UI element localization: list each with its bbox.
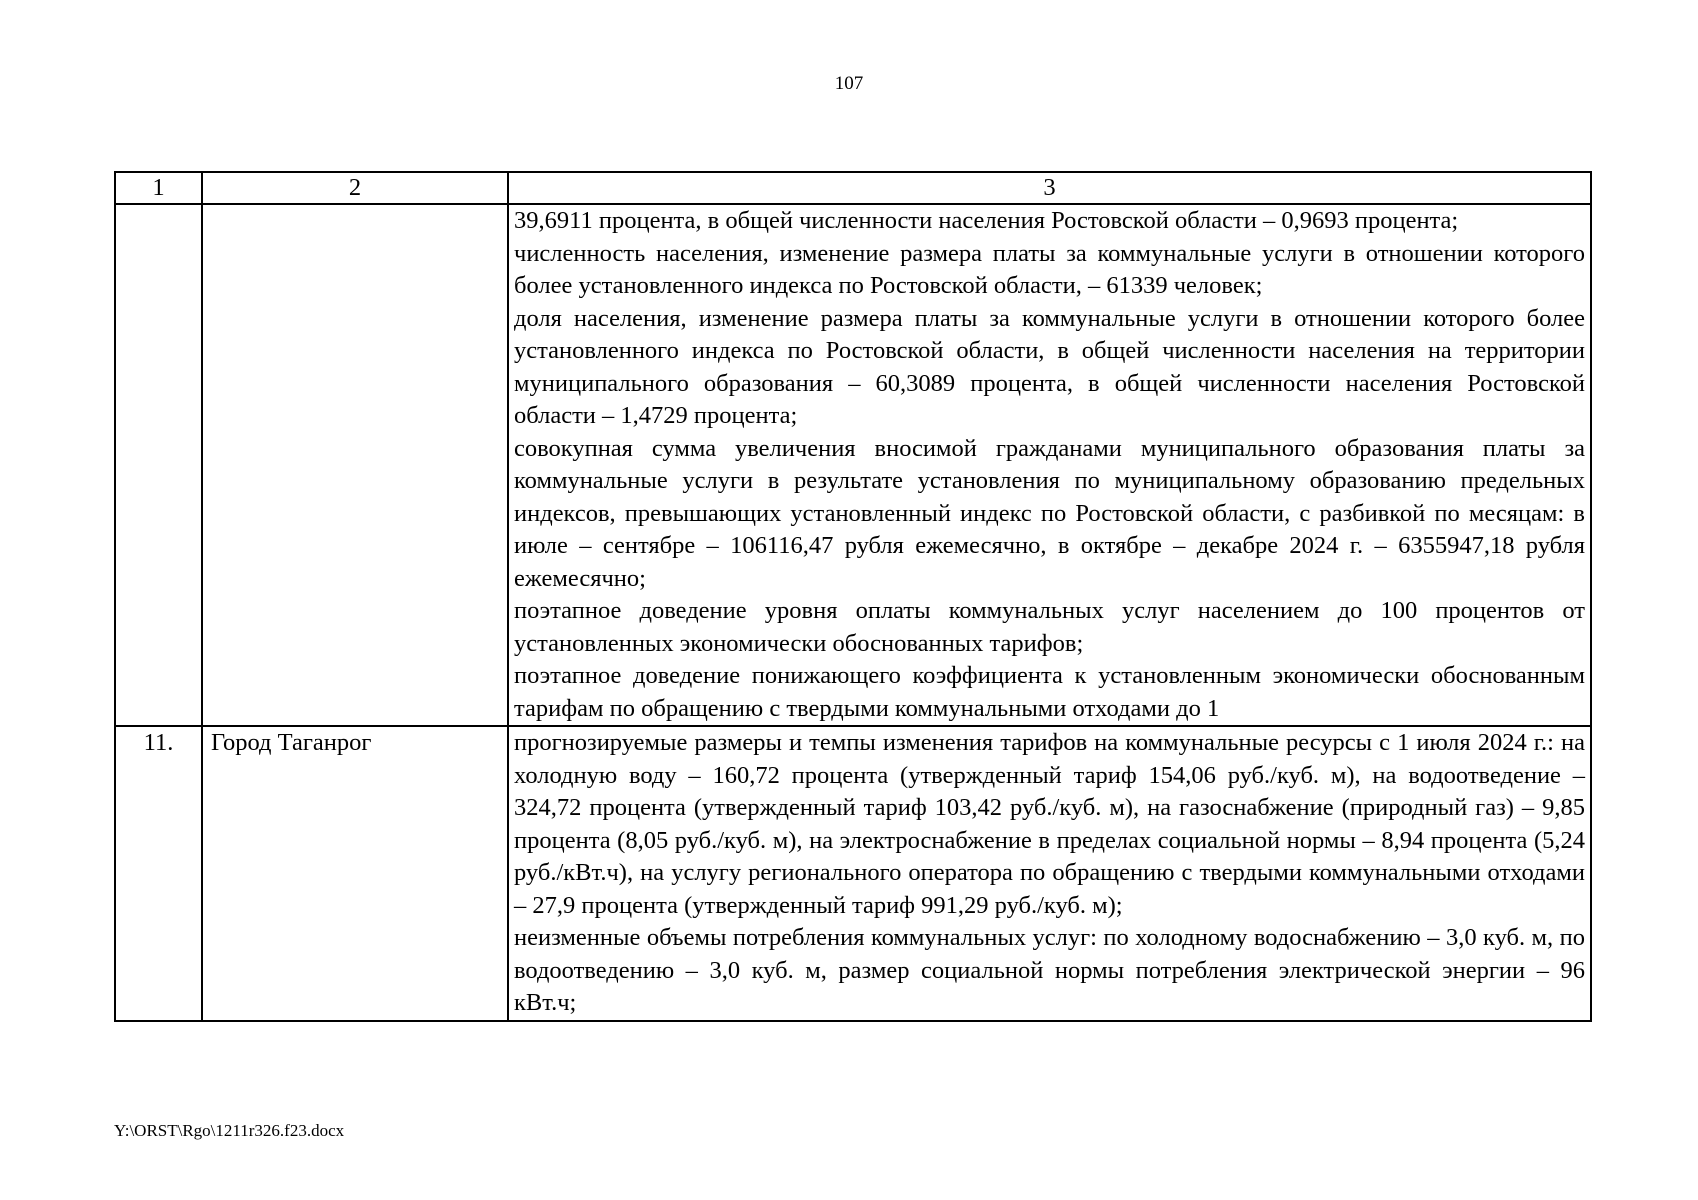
page-number: 107 xyxy=(834,73,864,94)
column-header-1: 1 xyxy=(115,172,202,204)
municipality-name: Город Таганрог xyxy=(202,726,508,1021)
column-header-2: 2 xyxy=(202,172,508,204)
column-header-3: 3 xyxy=(508,172,1591,204)
content-paragraph: неизменные объемы потребления коммунальных услуг: по холодному водоснабжению – 3,0 куб. м, по водоотведению – 3,0 куб. м, размер социальной нормы потребления электрической энергии – 96 кВт.ч; xyxy=(514,924,1585,1016)
row-content xyxy=(508,726,1591,1021)
table-header-row xyxy=(115,172,1591,204)
content-paragraph: поэтапное доведение понижающего коэффициента к установленным экономически обоснованным тарифам по обращению с твердыми коммунальными отходами до 1 xyxy=(514,662,1585,722)
municipality-name xyxy=(202,204,508,726)
content-paragraph: совокупная сумма увеличения вносимой гражданами муниципального образования платы за коммунальные услуги в результате установления по муниципальному образованию предельных индексов, превышающих установленный индекс по Ростовской области, с разбивкой по месяцам: в июле – сентябре – 106116,47 рубля ежемесячно, в октябре – декабре 2024 г. – 6355947,18 рубля ежемесячно; xyxy=(514,434,1585,592)
row-content xyxy=(508,204,1591,726)
table-row xyxy=(115,204,1591,726)
content-paragraph: поэтапное доведение уровня оплаты коммунальных услуг населением до 100 процентов от установленных экономически обоснованных тарифов; xyxy=(514,597,1585,657)
content-paragraph: численность населения, изменение размера платы за коммунальные услуги в отношении которого более установленного индекса по Ростовской области, – 61339 человек; xyxy=(514,239,1585,299)
content-paragraph: 39,6911 процента, в общей численности населения Ростовской области – 0,9693 процента; xyxy=(514,207,1459,234)
content-paragraph: прогнозируемые размеры и темпы изменения тарифов на коммунальные ресурсы с 1 июля 2024 г.: на холодную воду – 160,72 процента (утвержденный тариф 154,06 руб./куб. м), на водоотведение – 324,72 процента (утвержденный тариф 103,42 руб./куб. м), на газоснабжение (природный газ) – 9,85 процента (8,05 руб./куб. м), на электроснабжение в пределах социальной нормы – 8,94 процента (5,24 руб./кВт.ч), на услугу регионального оператора по обращению с твердыми коммунальными отходами – 27,9 процента (утвержденный тариф 991,29 руб./куб. м); xyxy=(514,729,1585,919)
file-path-footer: Y:\ORST\Rgo\1211r326.f23.docx xyxy=(114,1121,345,1140)
document-table xyxy=(114,171,1592,1022)
row-number xyxy=(115,204,202,726)
row-number: 11. xyxy=(115,726,202,1021)
table-row xyxy=(115,726,1591,1021)
content-paragraph: доля населения, изменение размера платы за коммунальные услуги в отношении которого более установленного индекса по Ростовской области, в общей численности населения на территории муниципального образования – 60,3089 процента, в общей численности населения Ростовской области – 1,4729 процента; xyxy=(514,304,1585,429)
